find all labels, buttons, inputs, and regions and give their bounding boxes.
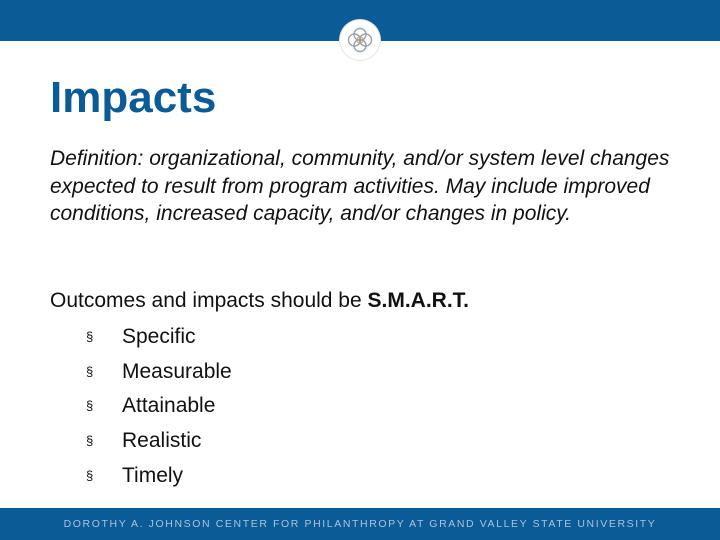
list-item-label: Timely: [122, 463, 184, 487]
logo: [340, 20, 380, 60]
bullet-icon: §: [86, 467, 94, 483]
footer-bar: [0, 508, 720, 540]
smart-acronym: S.M.A.R.T.: [367, 289, 470, 312]
list-item: [86, 320, 232, 355]
footer-text: DOROTHY A. JOHNSON CENTER FOR PHILANTHROPY AT GRAND VALLEY STATE UNIVERSITY: [63, 518, 657, 530]
list-item-label: Attainable: [122, 394, 216, 418]
slide-title: Impacts: [50, 73, 217, 122]
list-item: [86, 355, 232, 390]
bullet-icon: §: [86, 329, 94, 344]
list-item-label: Measurable: [122, 359, 232, 383]
smart-list: [86, 320, 232, 493]
bullet-icon: §: [86, 433, 94, 449]
list-item-label: Specific: [122, 325, 196, 348]
bullet-icon: §: [86, 363, 94, 379]
bullet-icon: §: [86, 398, 94, 414]
interlocking-circles-logo-icon: [340, 20, 380, 60]
list-item: [86, 389, 232, 424]
list-item: [86, 459, 232, 494]
definition-text: Definition: organizational, community, and/or system level changes expected to result from program activities. May include improved conditions, increased capacity, and/or changes in policy.: [50, 147, 670, 225]
outcomes-statement: [50, 287, 469, 315]
outcomes-prefix: Outcomes and impacts should be: [50, 289, 368, 312]
list-item-label: Realistic: [122, 429, 202, 453]
list-item: [86, 424, 232, 459]
